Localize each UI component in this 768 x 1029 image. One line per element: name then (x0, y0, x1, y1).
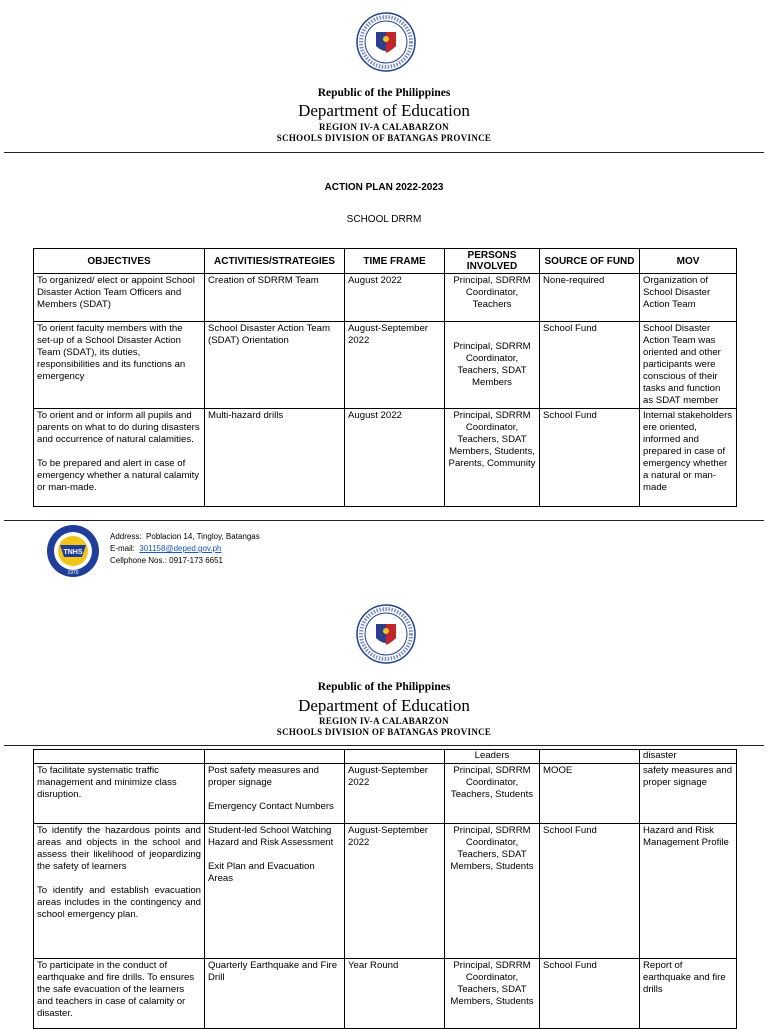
cell-fund: School Fund (540, 409, 640, 507)
table-header-row (34, 249, 737, 274)
email-link[interactable]: 301158@deped.gov.ph (139, 544, 222, 553)
cell-time-frame: August-September 2022 (345, 764, 445, 824)
cell-empty (34, 750, 205, 764)
cell-time-frame: August 2022 (345, 409, 445, 507)
header-objectives: OBJECTIVES (34, 249, 205, 274)
table-row (34, 824, 737, 959)
school-logo-year: 1970 (67, 570, 79, 576)
footer-email (110, 543, 260, 555)
action-plan-table-continued (33, 749, 737, 1029)
cell-mov: Report of earthquake and fire drills (640, 959, 737, 1029)
header-divider (4, 745, 764, 746)
cell-persons: Leaders (445, 750, 540, 764)
cell-fund: MOOE (540, 764, 640, 824)
header-mov: MOV (640, 249, 737, 274)
cell-objectives: To facilitate systematic traffic management and minimize class disruption. (34, 764, 205, 824)
header-divider (4, 152, 764, 153)
cell-fund: School Fund (540, 959, 640, 1029)
footer-address (110, 531, 260, 543)
header-activities: ACTIVITIES/STRATEGIES (205, 249, 345, 274)
cell-persons: Principal, SDRRM Coordinator, Teachers, SDAT Members, Students, Parents, Community (445, 409, 540, 507)
cell-persons: Principal, SDRRM Coordinator, Teachers, SDAT Members, Students (445, 824, 540, 959)
cell-empty (205, 750, 345, 764)
footer-contact (110, 531, 260, 567)
deped-seal-icon (356, 12, 416, 72)
cell-persons: Principal, SDRRM Coordinator, Teachers (445, 274, 540, 322)
cell-empty (345, 750, 445, 764)
header-persons-involved: PERSONS INVOLVED (445, 249, 540, 274)
address-value: Poblacion 14, Tingloy, Batangas (146, 532, 260, 541)
cell-activities: Quarterly Earthquake and Fire Drill (205, 959, 345, 1029)
table-row (34, 764, 737, 824)
cell-mov: Hazard and Risk Management Profile (640, 824, 737, 959)
school-logo-icon (42, 523, 104, 579)
cell-fund: School Fund (540, 322, 640, 409)
email-label: E-mail: (110, 544, 135, 553)
cell-mov: disaster (640, 750, 737, 764)
table-row (34, 274, 737, 322)
cell-time-frame: August-September 2022 (345, 824, 445, 959)
republic-heading: Republic of the Philippines (317, 681, 451, 693)
cell-objectives: To organized/ elect or appoint School Disaster Action Team Officers and Members (SDAT) (34, 274, 205, 322)
region-heading: REGION IV-A CALABARZON (319, 122, 449, 132)
cell-activities: Post safety measures and proper signage Emergency Contact Numbers (205, 764, 345, 824)
cell-time-frame: August 2022 (345, 274, 445, 322)
cell-fund: School Fund (540, 824, 640, 959)
cell-objectives: To participate in the conduct of earthquake and fire drills. To ensures the safe evacuation of the learners and teachers in case of calamity or disaster. (34, 959, 205, 1029)
table-row (34, 959, 737, 1029)
region-heading: REGION IV-A CALABARZON (319, 716, 449, 726)
cell-objectives: To orient and or inform all pupils and parents on what to do during disasters and occurrence of natural calamities. To be prepared and alert in case of emergency whether a natural calamity or man-made. (34, 409, 205, 507)
cell-persons: Principal, SDRRM Coordinator, Teachers, SDAT Members (445, 322, 540, 409)
cell-persons: Principal, SDRRM Coordinator, Teachers, Students (445, 764, 540, 824)
plan-title: ACTION PLAN 2022-2023 (324, 182, 444, 193)
cell-mov: Internal stakeholders ere oriented, informed and prepared in case of emergency whether a natural or man-made (640, 409, 737, 507)
footer-phone (110, 555, 260, 567)
header-source-of-fund: SOURCE OF FUND (540, 249, 640, 274)
division-heading: SCHOOLS DIVISION OF BATANGAS PROVINCE (276, 727, 492, 737)
cell-mov: School Disaster Action Team was oriented and other participants were conscious of their tasks and function as SDAT member (640, 322, 737, 409)
plan-subtitle: SCHOOL DRRM (346, 214, 422, 225)
cell-objectives: To orient faculty members with the set-up of a School Disaster Action Team (SDAT), its duties, responsibilities and its functions an emergency (34, 322, 205, 409)
cell-activities: Creation of SDRRM Team (205, 274, 345, 322)
table-row (34, 322, 737, 409)
cell-fund: None-required (540, 274, 640, 322)
address-label: Address: (110, 532, 142, 541)
school-logo-text: TNHS (63, 549, 83, 556)
table-row-continued (34, 750, 737, 764)
republic-heading: Republic of the Philippines (317, 87, 451, 99)
table-row (34, 409, 737, 507)
deped-seal-icon (356, 604, 416, 664)
division-heading: SCHOOLS DIVISION OF BATANGAS PROVINCE (276, 133, 492, 143)
header-time-frame: TIME FRAME (345, 249, 445, 274)
phone-label: Cellphone Nos.: (110, 556, 167, 565)
cell-activities: Student-led School Watching Hazard and Risk Assessment Exit Plan and Evacuation Areas (205, 824, 345, 959)
department-heading: Department of Education (298, 696, 470, 715)
cell-objectives: To identify the hazardous points and areas and objects in the school and assess their likelihood of jeopardizing the safety of learners To identify and establish evacuation areas includes in the contingency and school emergency plan. (34, 824, 205, 959)
footer-divider (4, 520, 764, 521)
cell-mov: safety measures and proper signage (640, 764, 737, 824)
phone-value: 0917-173 6651 (169, 556, 223, 565)
cell-activities: School Disaster Action Team (SDAT) Orientation (205, 322, 345, 409)
cell-mov: Organization of School Disaster Action Team (640, 274, 737, 322)
cell-time-frame: August-September 2022 (345, 322, 445, 409)
cell-empty (540, 750, 640, 764)
cell-persons: Principal, SDRRM Coordinator, Teachers, SDAT Members, Students (445, 959, 540, 1029)
action-plan-table (33, 248, 737, 507)
cell-time-frame: Year Round (345, 959, 445, 1029)
department-heading: Department of Education (298, 101, 470, 120)
cell-activities: Multi-hazard drills (205, 409, 345, 507)
